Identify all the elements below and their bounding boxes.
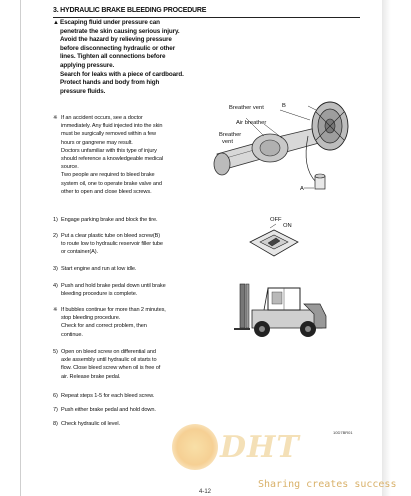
page-gutter (382, 0, 411, 496)
warning-line: Protect hands and body from high (60, 79, 160, 87)
warning-line: Avoid the hazard by relieving pressure (60, 36, 172, 44)
step-text: air. Release brake pedal. (61, 373, 121, 380)
label-off: OFF (270, 217, 282, 223)
step-item (53, 392, 213, 400)
axle-illustration (212, 96, 362, 206)
note-line: hours or gangrene may result. (61, 139, 133, 146)
step-text: Repeat steps 1-5 for each bleed screw. (61, 393, 155, 399)
step-text: or container(A). (61, 249, 98, 256)
step-item (53, 232, 213, 257)
step-text: continue. (61, 331, 83, 338)
step-item (53, 282, 213, 298)
step-item (53, 265, 213, 273)
step-text: Push and hold brake pedal down until brake (61, 283, 166, 289)
step-item (53, 306, 213, 339)
step-text: bleeding procedure is complete. (61, 291, 138, 298)
parking-brake-switch-illustration (246, 216, 302, 266)
note-marker: ※ (53, 115, 58, 121)
step-number: 5) (53, 349, 58, 355)
step-text: axle assembly until hydraulic oil starts to (61, 357, 157, 364)
step-number: 3) (53, 266, 58, 272)
note-line: system oil, one to operate brake valve and (61, 180, 162, 187)
step-text: stop bleeding procedure. (61, 315, 121, 322)
warning-line: applying pressure. (60, 61, 115, 69)
step-text: If bubbles continue for more than 2 minutes, (61, 307, 166, 313)
label-breather-vent-left-2: vent (222, 139, 233, 145)
step-item (53, 348, 213, 381)
step-number: 6) (53, 393, 58, 399)
label-breather-vent-top: Breather vent (229, 105, 264, 111)
page-number: 4-12 (199, 489, 212, 495)
warning-line: penetrate the skin causing serious injury. (60, 27, 180, 35)
step-number: ※ (53, 307, 58, 313)
note-line: must be surgically removed within a few (61, 131, 156, 138)
step-text: flow. Close bleed screw when oil is free of (61, 365, 161, 372)
note-line: immediately. Any fluid injected into the skin (61, 123, 163, 130)
step-text: Check for and correct problem, then (61, 323, 147, 330)
step-number: 8) (53, 421, 58, 427)
warning-line: before disconnecting hydraulic or other (60, 44, 176, 52)
step-text: Put a clear plastic tube on bleed screw(B) (61, 233, 161, 239)
label-air-breather: Air breather (236, 120, 267, 126)
note-line: source. (61, 164, 79, 171)
label-breather-vent-left: Breather (219, 132, 242, 138)
note-line: should reference a knowledgeable medical (61, 156, 164, 163)
warning-line: Escaping fluid under pressure can (60, 19, 160, 26)
watermark-caption: Sharing creates success (258, 479, 397, 490)
watermark-logo-text: DHT (220, 430, 300, 465)
label-b: B (282, 103, 286, 109)
step-number: 1) (53, 217, 58, 223)
step-text: Start engine and run at low idle. (61, 266, 137, 272)
note-line: If an accident occurs, see a doctor (61, 115, 143, 121)
warning-line: pressure fluids. (60, 87, 106, 95)
note-line: Doctors unfamiliar with this type of injury (61, 147, 157, 154)
step-text: to route low to hydraulic reservoir filler tube (61, 241, 163, 248)
step-text: Check hydraulic oil level. (61, 421, 120, 427)
warning-line: Search for leaks with a piece of cardboard. (60, 70, 184, 78)
step-number: 4) (53, 283, 58, 289)
title-divider (53, 17, 360, 18)
step-text: Engage parking brake and block the tire. (61, 217, 158, 223)
label-on: ON (283, 223, 292, 229)
section-title: 3. HYDRAULIC BRAKE BLEEDING PROCEDURE (53, 7, 207, 14)
figure-code: 10D7BR01 (333, 430, 353, 435)
step-text: Open on bleed screw on differential and (61, 349, 156, 355)
step-item (53, 216, 213, 224)
label-a: A (300, 186, 304, 192)
note-line: Two people are required to bleed brake (61, 172, 155, 179)
forklift-illustration (234, 282, 334, 340)
note-line: other to open and close bleed screws. (61, 188, 152, 195)
step-number: 7) (53, 407, 58, 413)
warning-line: lines. Tighten all connections before (60, 53, 166, 61)
step-number: 2) (53, 233, 58, 239)
warning-triangle-icon: ▲ (53, 20, 59, 26)
accident-note (53, 114, 213, 196)
step-item (53, 406, 213, 414)
watermark-logo-icon (172, 424, 218, 470)
step-text: Push either brake pedal and hold down. (61, 407, 156, 413)
warning-block (60, 19, 210, 96)
